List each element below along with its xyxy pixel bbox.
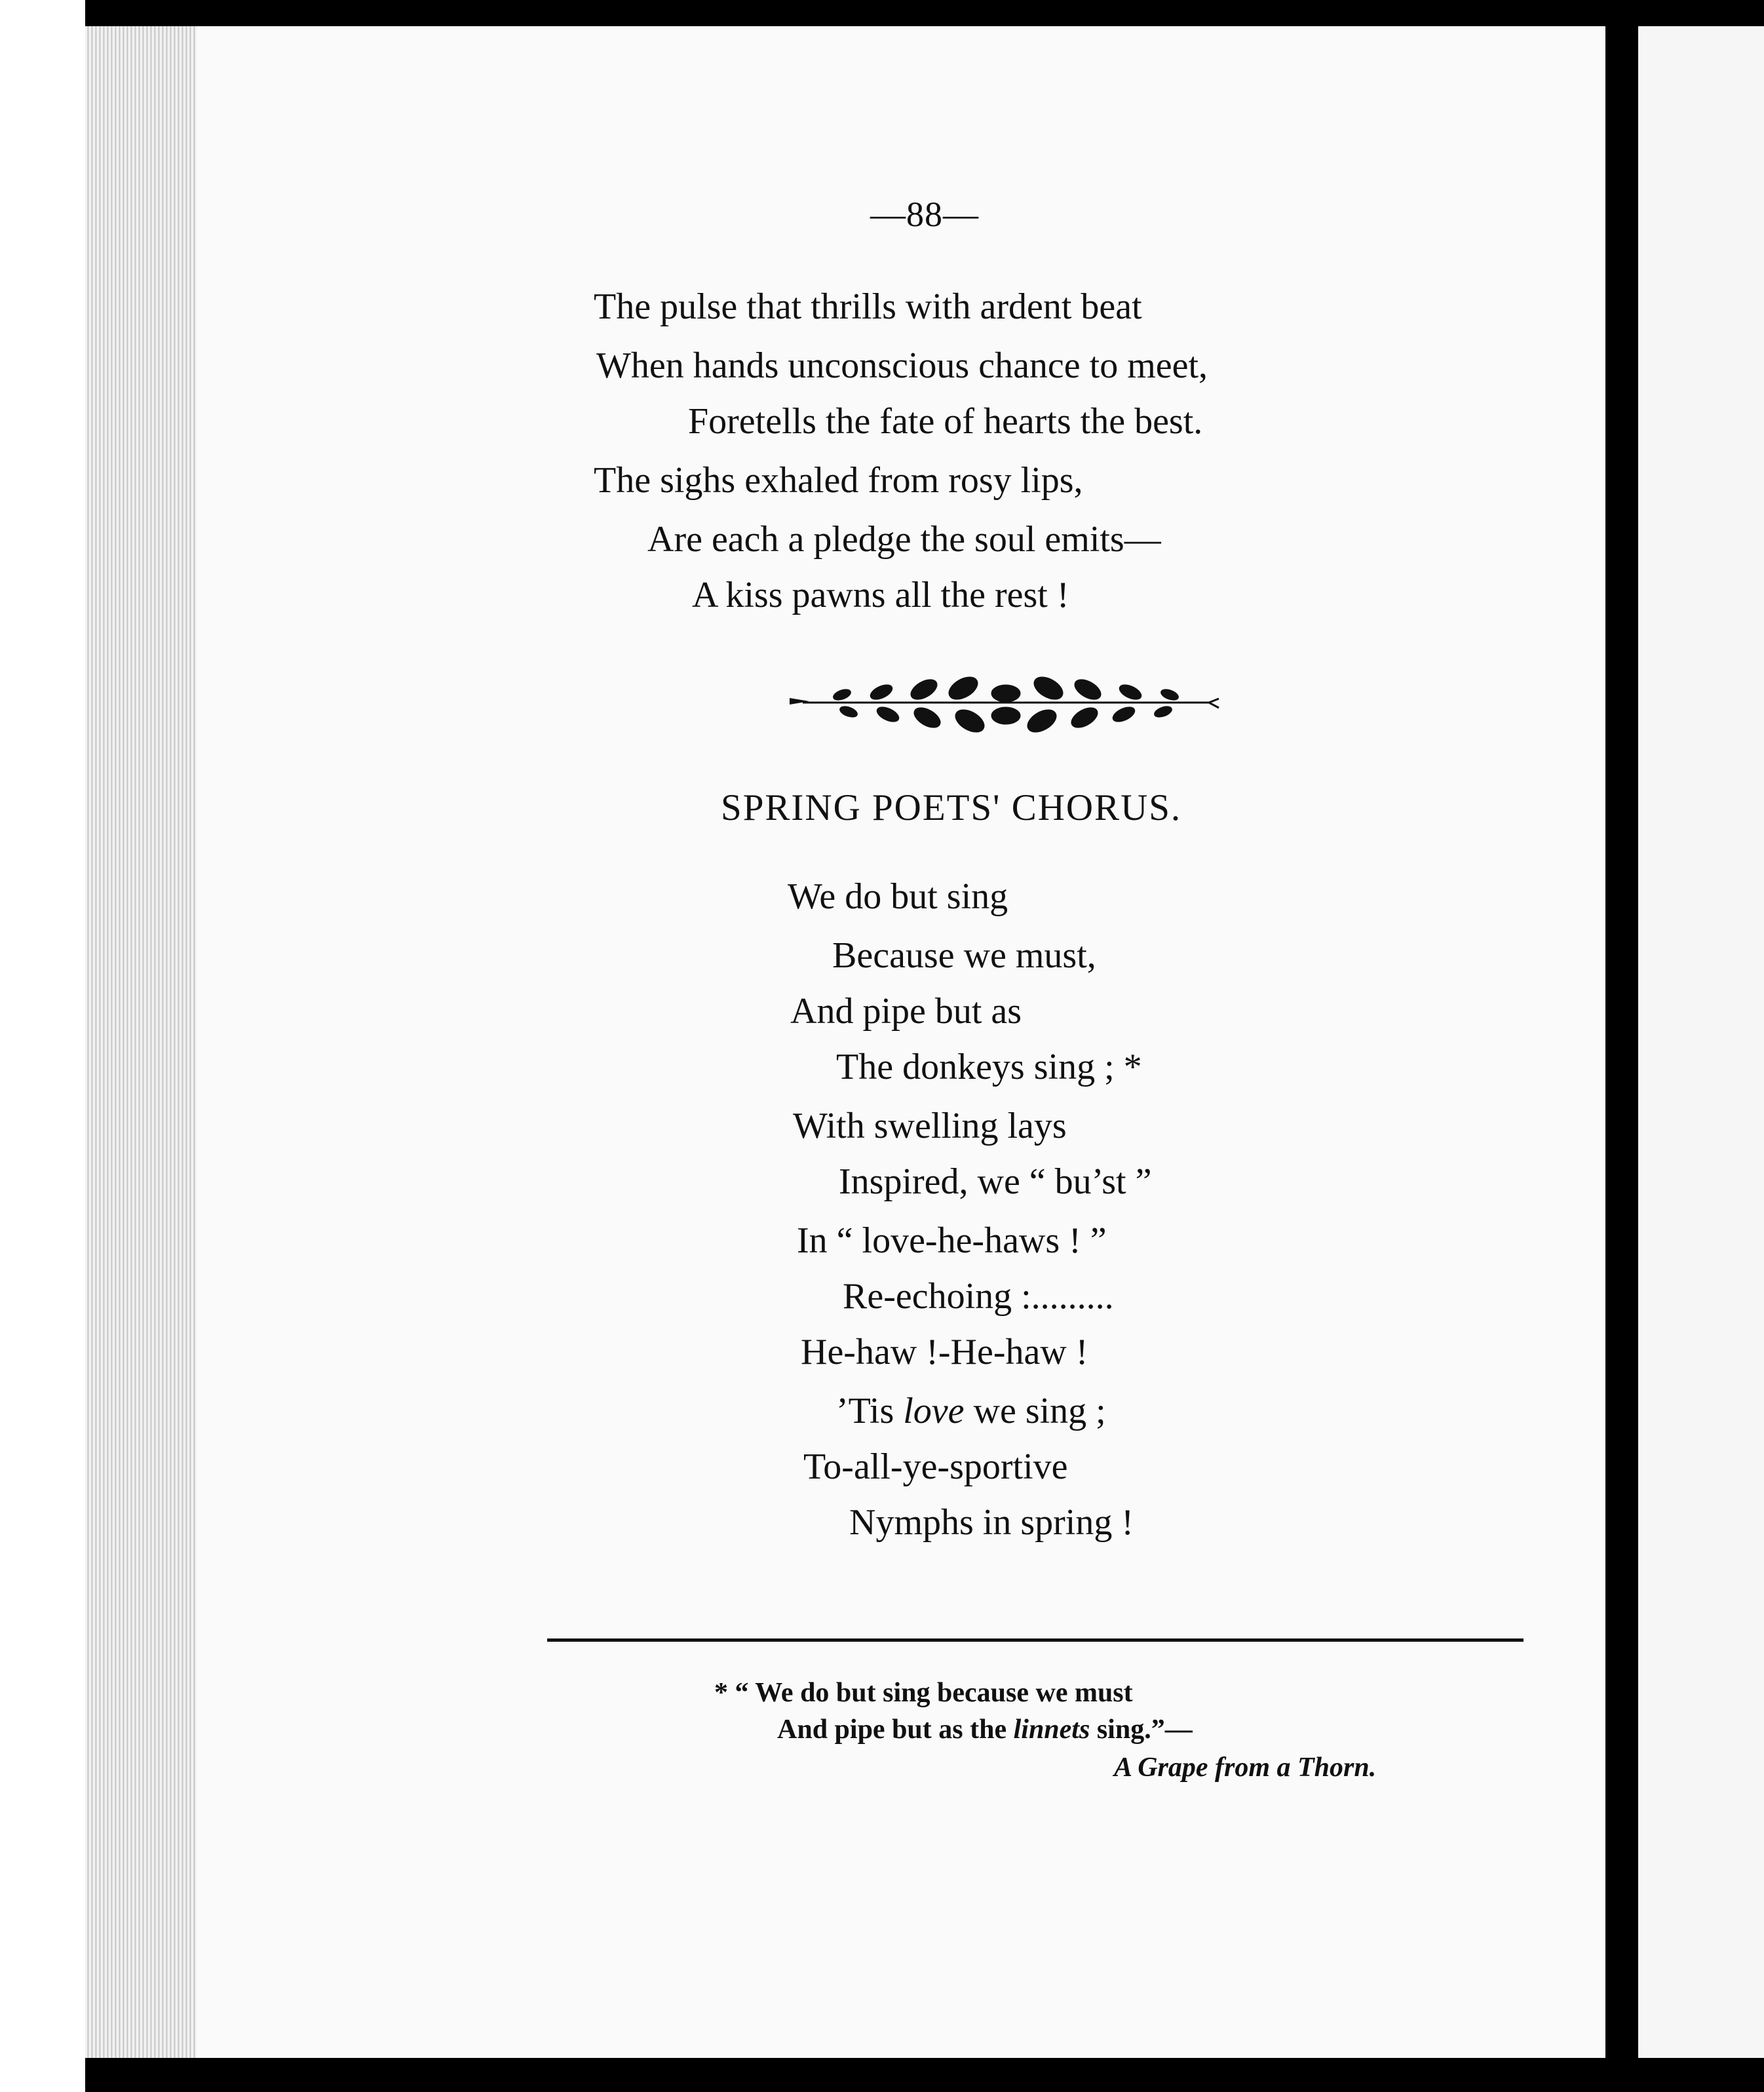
chorus-line: The donkeys sing ; *: [836, 1047, 1142, 1087]
footnote-text: And pipe but as the: [777, 1714, 1014, 1745]
stanza-line: A kiss pawns all the rest !: [692, 575, 1069, 615]
facing-page-edge: [1638, 26, 1764, 2058]
footnote-line: [777, 1716, 1193, 1743]
chorus-line: To-all-ye-sportive: [803, 1446, 1068, 1487]
chorus-text: ’Tis: [836, 1391, 904, 1431]
footnote-attribution: A Grape from a Thorn.: [1114, 1753, 1377, 1783]
chorus-line: Inspired, we “ bu’st ”: [839, 1161, 1152, 1202]
chorus-line: He-haw !-He-haw !: [801, 1332, 1088, 1372]
stanza-line: Foretells the fate of hearts the best.: [688, 401, 1203, 442]
chorus-line: Re-echoing :.........: [843, 1276, 1114, 1317]
footnote-rule: [547, 1638, 1524, 1642]
chorus-text: we sing ;: [964, 1391, 1106, 1431]
left-margin: [0, 0, 85, 2092]
chorus-line: Nymphs in spring !: [849, 1502, 1134, 1543]
footnote-line: * “ We do but sing because we must: [714, 1678, 1133, 1708]
poem-title: SPRING POETS' CHORUS.: [721, 787, 1182, 828]
leaf-ornament-icon: [790, 668, 1222, 741]
chorus-line: [836, 1393, 1106, 1429]
stanza-line: The sighs exhaled from rosy lips,: [594, 460, 1083, 501]
chorus-line: We do but sing: [788, 876, 1008, 917]
footnote-italic-text: linnets: [1013, 1714, 1090, 1745]
chorus-italic-text: love: [903, 1391, 965, 1431]
stanza-line: Are each a pledge the soul emits—: [647, 519, 1161, 560]
footnote-text: sing.”—: [1090, 1714, 1193, 1745]
stanza-line: When hands unconscious chance to meet,: [596, 345, 1208, 386]
chorus-line: With swelling lays: [793, 1106, 1067, 1146]
page-number: —88—: [870, 195, 979, 234]
chorus-line: And pipe but as: [790, 991, 1022, 1032]
book-page: [197, 26, 1605, 2058]
stanza-line: The pulse that thrills with ardent beat: [594, 286, 1142, 327]
chorus-line: In “ love-he-haws ! ”: [797, 1220, 1107, 1261]
chorus-line: Because we must,: [832, 935, 1096, 976]
